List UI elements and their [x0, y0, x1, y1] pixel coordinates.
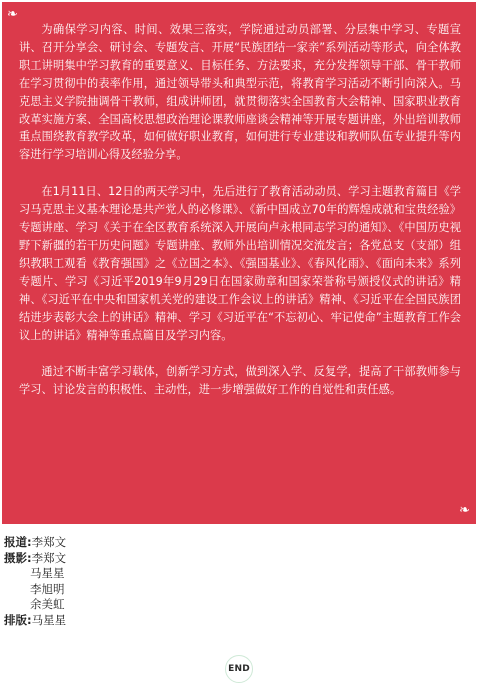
- article-body: [19, 21, 461, 418]
- corner-ornament-icon: ❧: [459, 503, 470, 518]
- credit-layout-label: 排版:: [4, 612, 32, 627]
- credit-layout-name: 马星星: [31, 612, 67, 627]
- credit-photo-label: 摄影:: [4, 550, 32, 565]
- paragraph-conclusion: 通过不断丰富学习载体，创新学习方式，做到深入学、反复学，提高了干部教师参与学习、讨论发言的积极性、主动性，进一步增强做好工作的自觉性和责任感。: [19, 365, 461, 397]
- end-label: END: [228, 664, 250, 674]
- credit-photo: [4, 551, 66, 567]
- credit-photo-name: 马星星: [30, 566, 65, 580]
- credit-report-name: 李郑文: [31, 535, 67, 549]
- credit-photo-name: 李郑文: [31, 550, 67, 565]
- credit-photo-name: 余美虹: [30, 597, 65, 611]
- article-card: [2, 2, 476, 524]
- end-badge: [225, 655, 253, 683]
- paragraph-study-methods: 为确保学习内容、时间、效果三落实，学院通过动员部署、分层集中学习、专题宣讲、召开分享会、研讨会、专题发言、开展“民族团结一家亲”系列活动等形式，向全体教职工讲明集中学习教育的重要意义、目标任务、方法要求，充分发挥领导干部、骨干教师在学习贯彻中的表率作用，通过领导带头和典型示范，将教育学习活动不断引向深入。马克思主义学院抽调骨干教师，组成讲师团，就贯彻落实全国教育大会精神、国家职业教育改革实施方案、全国高校思想政治理论课教师座谈会精神等开展专题讲座，外出培训教师重点围绕教育教学改革，如何做好职业教育，如何进行专业建设和教师队伍专业提升等内容进行学习培训心得及经验分享。: [19, 23, 461, 162]
- credit-layout: [4, 613, 66, 629]
- credit-report: [4, 535, 66, 551]
- credit-photo-name: 李旭明: [30, 581, 65, 596]
- paragraph-study-schedule: 在1月11日、12日的两天学习中，先后进行了教育活动动员、学习主题教育篇目《学习马克思主义基本理论是共产党人的必修课》、《新中国成立70年的辉煌成就和宝贵经验》专题讲座、学习《关于在全区教育系统深入开展向卢永根同志学习的通知》、《中国历史视野下新疆的若干历史问题》专题讲座、教师外出培训情况交流发言；各党总支（支部）组织教职工观看《教育强国》之《立国之本》、《强国基业》、《春风化雨》、《面向未来》系列专题片、学习《习近平2019年9月29日在国家勋章和国家荣誉称号颁授仪式的讲话》精神、《习近平在中央和国家机关党的建设工作会议上的讲话》精神、《习近平在全国民族团结进步表彰大会上的讲话》精神、学习《习近平在“不忘初心、牢记使命”主题教育工作会议上的讲话》精神等重点篇目及学习内容。: [19, 185, 461, 342]
- credit-report-label: 报道:: [4, 535, 32, 549]
- credits-block: [4, 535, 66, 628]
- corner-ornament-icon: ❧: [7, 7, 18, 22]
